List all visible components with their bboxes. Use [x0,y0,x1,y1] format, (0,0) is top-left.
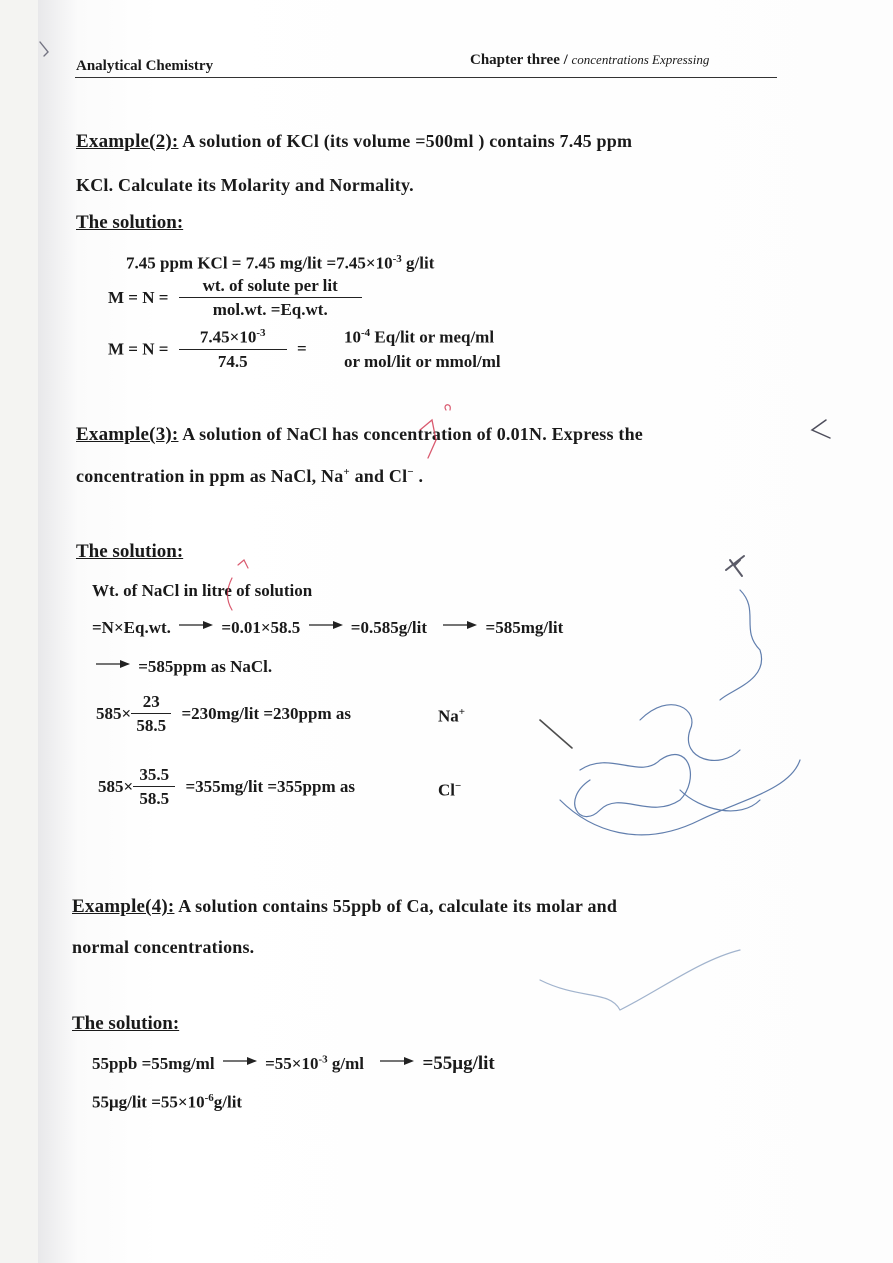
example3-question-line1: Example(3): A solution of NaCl has concentration of 0.01N. Express the [76,424,643,445]
eq2-result-line1: $10^{-4}$ Eq/lit or meq/ml [344,327,495,347]
example2-equation2: M = N = $\frac{7.45\times 10^{-3}}{74.5}$ = [108,327,307,371]
na-denominator: 58.5 [136,716,167,735]
example2-solution-label: The solution: [76,212,184,233]
example3-line1: Wt. of NaCl in litre of solution [92,581,313,600]
arrow-icon [223,1057,257,1065]
eq2-denominator: 74.5 [217,351,248,371]
example2-line1: 7.45 ppm KCl = 7.45 $mg/lit =7.45\times 10^{-3}$ g/lit [126,253,435,273]
example4-label: Example(4): [72,896,175,917]
example4-question-line1: Example(4): A solution contains 55ppb of Ca, calculate its molar and [72,896,618,917]
cl-denominator: 58.5 [139,789,170,808]
header-right: Chapter three / concentrations Expressing [470,52,710,68]
example2-equation1: M = N = $\frac{\text{wt. of solute per lit}}{\text{mol.wt. =Eq.wt.}}$ [108,276,362,320]
example4-solution-label: The solution: [72,1013,180,1034]
example3-line2: =N×Eq.wt. =0.01×58.5 =0.585g/lit =585mg/lit [92,618,564,637]
arrow-icon [380,1057,414,1065]
header-rule [75,77,777,78]
na-numerator: 23 [131,692,171,714]
cl-ion: Cl− [438,780,462,800]
eq1-numerator: wt. of solute per lit [179,276,362,298]
cl-numerator: 35.5 [133,765,175,787]
example2-question-line1: Example(2): A solution of KCl (its volume =500ml ) contains 7.45 ppm [76,131,633,152]
example4-line1: 55ppb =55mg/ml $=55\times 10^{-3}$ g/ml =55μg/lit [92,1053,495,1074]
example3-na-calc: 585× $\frac{23}{58.5}$ =230mg/lit =230ppm as [96,692,351,735]
arrow-icon [179,621,213,629]
example2-question-line2: KCl. Calculate its Molarity and Normality. [76,175,414,195]
example2-label: Example(2): [76,131,179,152]
example4-question-line2: normal concentrations. [72,937,255,957]
arrow-icon [96,660,130,668]
na-ion: Na+ [438,706,466,726]
example3-cl-calc: 585× $\frac{35.5}{58.5}$ =355mg/lit =355ppm as [98,765,355,808]
example3-solution-label: The solution: [76,541,184,562]
arrow-icon [309,621,343,629]
example3-question-line2: concentration in ppm as NaCl, Na+ and Cl− . [76,466,424,486]
example4-line2: $55\mu g/lit =55\times 10^{-6}g$/lit [92,1092,243,1112]
header-left: Analytical Chemistry [76,58,214,74]
eq2-numerator: $7.45\times 10^{-3}$ [179,327,287,350]
eq1-denominator: mol.wt. =Eq.wt. [212,300,328,319]
eq2-result-line2: or mol/lit or mmol/ml [344,352,501,371]
arrow-icon [443,621,477,629]
example3-line3: =585ppm as NaCl. [96,657,272,677]
example3-label: Example(3): [76,424,179,445]
